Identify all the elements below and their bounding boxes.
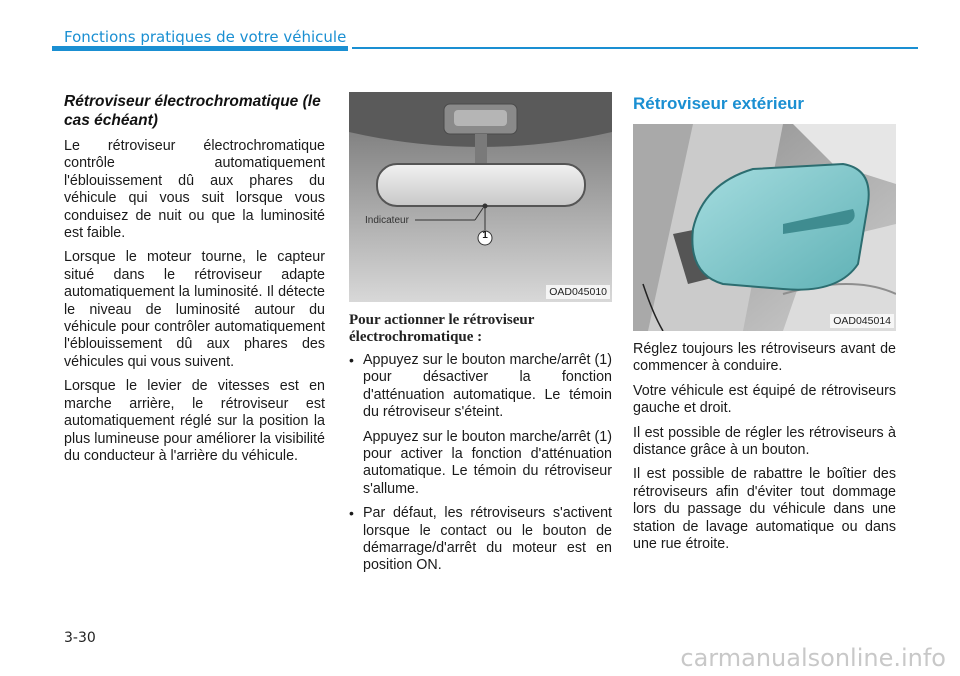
rearview-mirror-illustration xyxy=(349,92,612,302)
figure-code: OAD045014 xyxy=(830,314,894,328)
paragraph: Le rétroviseur électrochromatique contrôle automatiquement l'éblouissement dû aux phares du véhicule qui vous suit lorsque vous conduisez de nuit ou que la luminosité est faible. xyxy=(64,138,325,242)
column-mirror-instructions xyxy=(349,92,612,582)
exterior-mirror-illustration xyxy=(633,124,896,331)
section-title-electrochromatic: Rétroviseur électrochromatique (le cas échéant) xyxy=(64,93,321,129)
page-header-title: Fonctions pratiques de votre véhicule xyxy=(64,28,347,46)
list-item xyxy=(349,505,612,575)
list-item-text: Appuyez sur le bouton marche/arrêt (1) pour désactiver la fonction d'atténuation automatique. Le témoin du rétroviseur s'éteint. xyxy=(363,352,612,421)
callout-number: 1 xyxy=(482,230,488,241)
watermark: carmanualsonline.info xyxy=(680,644,946,672)
instructions-title: Pour actionner le rétroviseur électrochromatique : xyxy=(349,312,535,345)
paragraph: Il est possible de rabattre le boîtier des rétroviseurs afin d'éviter tout dommage lors du passage du véhicule dans une station de lavage automatique ou dans une rue étroite. xyxy=(633,466,896,553)
column-electrochromatic-mirror xyxy=(64,92,325,472)
figure-exterior-mirror xyxy=(633,124,896,331)
paragraph: Il est possible de régler les rétroviseurs à distance grâce à un bouton. xyxy=(633,424,896,459)
list-item-text: Par défaut, les rétroviseurs s'activent lorsque le contact ou le bouton de démarrage/d'arrêt du moteur est en position ON. xyxy=(363,505,612,574)
page-number: 3-30 xyxy=(64,630,96,646)
paragraph: Lorsque le levier de vitesses est en marche arrière, le rétroviseur est automatiquement réglé sur la position la plus lumineuse pour améliorer la visibilité du conducteur à l'arrière du véhicule. xyxy=(64,378,325,464)
header-rule-thick xyxy=(52,46,348,51)
list-item-continuation: Appuyez sur le bouton marche/arrêt (1) pour activer la fonction d'atténuation automatique. Le témoin du rétroviseur s'allume. xyxy=(363,428,612,497)
column-exterior-mirror xyxy=(633,92,896,560)
section-title-exterior: Rétroviseur extérieur xyxy=(633,94,805,113)
figure-code: OAD045010 xyxy=(546,285,610,299)
paragraph: Votre véhicule est équipé de rétroviseurs gauche et droit. xyxy=(633,382,896,417)
header-rule-thin xyxy=(352,47,918,49)
paragraph: Réglez toujours les rétroviseurs avant de commencer à conduire. xyxy=(633,341,896,375)
paragraph: Lorsque le moteur tourne, le capteur situé dans le rétroviseur adapte automatiquement la luminosité. Il détecte le niveau de luminosité autour du véhicule pour contrôler automatiquement l'éblouissement dû aux phares des véhicules qui vous suivent. xyxy=(64,249,325,370)
indicator-label: Indicateur xyxy=(365,215,409,226)
bullet-icon: • xyxy=(349,505,354,522)
bullet-icon: • xyxy=(349,352,354,368)
figure-rearview-mirror xyxy=(349,92,612,302)
list-item xyxy=(349,352,612,422)
